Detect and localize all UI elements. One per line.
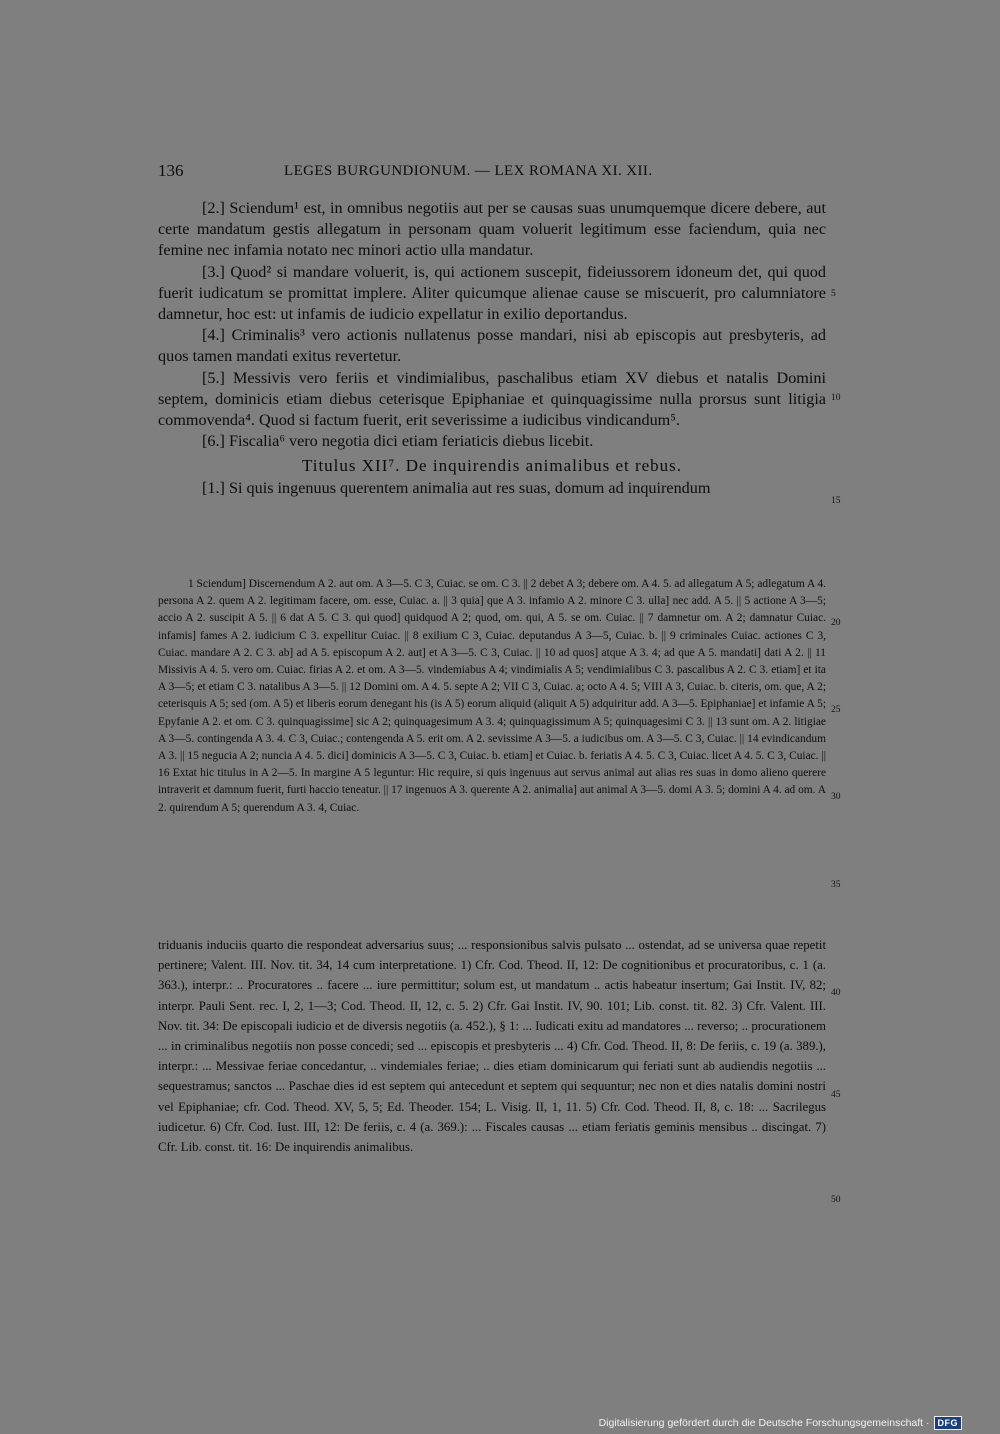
dfg-logo: DFG (934, 1416, 963, 1430)
paragraph-5: [5.] Messivis vero feriis et vindimialibus, paschalibus etiam XV diebus et natalis Domini septem, dominicis etiam diebus ceterisque Epiphaniae et quinquagissime nulla prorsus sunt litigia commovenda⁴. Quod si factum fuerit, erit severissime a iudicibus vindicandum⁵. (158, 368, 826, 430)
paragraph-4: [4.] Criminalis³ vero actionis nullatenus posse mandari, nisi ab episcopis aut presbyteris, ad quos tamen mandati exitus revertetur. (158, 326, 826, 366)
paragraph-2: [2.] Sciendum¹ est, in omnibus negotiis aut per se causas suas unumquemque dicere debere, aut certe mandatum gestis allegatum in personam quam voluerit legitimum esse faciendum, quia nec femine nec infamia notato nec minori actio ulla mandatur. (158, 199, 826, 260)
main-text (158, 198, 826, 499)
line-number: 40 (831, 988, 841, 998)
line-number: 30 (831, 792, 841, 802)
running-title: LEGES BURGUNDIONUM. — LEX ROMANA XI. XII. (284, 163, 653, 179)
funding-text: Digitalisierung gefördert durch die Deutsche Forschungsgemeinschaft · (598, 1417, 930, 1429)
line-number: 10 (831, 393, 841, 403)
line-number: 50 (831, 1195, 841, 1205)
line-number: 35 (831, 880, 841, 890)
line-number: 15 (831, 496, 841, 506)
paragraph-3: [3.] Quod² si mandare voluerit, is, qui actionem suscepit, fideiussorem idoneum det, qui quod fuerit iudicatum se promittat implere. Aliter quicumque alienae cause se miscuerit, pro calumniatore damnetur, hoc est: ut infamis de iudicio expellatur in exilio deportandus. (158, 262, 826, 324)
funding-footer (599, 1416, 962, 1430)
critical-apparatus (158, 576, 826, 817)
page-header (158, 161, 826, 185)
source-references (158, 935, 826, 1157)
page-number: 136 (158, 161, 184, 180)
apparatus-text: 1 Sciendum] Discernendum A 2. aut om. A 3—5. C 3, Cuiac. se om. C 3. || 2 debet A 3; debere om. A 4. 5. ad allegatum A 5; adlegatum A 4. persona A 2. quem A 2. legitimam facere, om. esse, Cuiac. a. || 3 quia] que A 3. infamio A 2. minore C 3. ulla] nec add. A 5. || 5 actione A 3—5; accio A 2. suscipit A 5. || 6 dat A 5. C 3. qui quod] quidquod A 2; quod, om. qui, A 5. se om. Cuiac. || 7 damnetur om. A 2; damnatur Cuiac. infamis] fames A 2. iudicium C 3. expellitur Cuiac. || 8 exilium C 3, Cuiac. deputandus A 3—5, Cuiac. b. || 9 criminales Cuiac. actiones C 3, Cuiac. mandare A 2. C 3. ab] ad A 5. episcopum A 2. aut] et A 3—5. C 3, Cuiac. || 10 ad quos] atque A 3. 4; ad que A 5. mandati] dati A 2. || 11 Missivis A 4. 5. vero om. Cuiac. firias A 2. et om. A 3—5. vindemiabus A 4; vindimialis A 5; vendimialibus C 3. pascalibus A 2. C 3. etiam] et ita A 3—5; et etiam C 3. natalibus A 3—5. || 12 Domini om. A 4. 5. septe A 2; VII C 3, Cuiac. a; octo A 4. 5; VIII A 3, Cuiac. b. citeris, om. que, A 2; ceterisquis A 5; sed (om. A 5) et liberis eorum denegant his (is A 5) eorum aliquid (aliquit A 5) adquiritur add. A 3—5. Epiphaniae] et infamie A 5; Epyfanie A 2. et om. C 3. quinquagissime] sic A 2; quinquagesimum A 3. 4; quinquagissimum A 5; quinquagesimi C 3. || 13 sunt om. A 2. litigiae A 3—5. contingenda A 3. 4. C 3, Cuiac.; contengenda A 5. erit om. A 2. sevissime A 3—5. a iudicibus om. A 3—5. C 3, Cuiac. || 14 evindicandum A 3. || 15 negucia A 2; nuncia A 4. 5. dici] dominicis A 3—5. C 3, Cuiac. b. etiam] et Cuiac. b. feriatis A 4. 5. C 3, Cuiac. licet A 4. 5. C 3, Cuiac. || 16 Extat hic titulus in A 2—5. In margine A 5 leguntur: Hic require, si quis ingenuus aut servus animal aut alias res suas in domo alieno querere intraverit et damnum fuerit, furti haccio teneatur. || 17 ingenuos A 3. querente A 2. animalia] aut animal A 3—5. domi A 3. 5; domini A 4. ad om. A 2. quirendum A 5; querendum A 3. 4, Cuiac. (158, 578, 826, 814)
line-number: 25 (831, 705, 841, 715)
paragraph-6: [6.] Fiscalia⁶ vero negotia dici etiam feriaticis diebus licebit. (202, 432, 594, 451)
paragraph-title12-1: [1.] Si quis ingenuus querentem animalia aut res suas, domum ad inquirendum (202, 478, 711, 497)
line-number: 5 (831, 289, 836, 299)
references-text: triduanis induciis quarto die respondeat adversarius suus; ... responsionibus salvis pulsato ... ostendat, ad se universa quae repetit pertinere; Valent. III. Nov. tit. 34, 14 cum interpretatione. 1) Cfr. Cod. Theod. II, 12: De cognitionibus et procuratoribus, c. 1 (a. 363.), interpr.: .. Procuratores .. facere ... iure permittitur; solum est, ut mandatum .. actis habeatur insertum; Gai Instit. IV, 82; interpr. Pauli Sent. rec. I, 2, 1—3; Cod. Theod. II, 12, c. 5. 2) Cfr. Gai Instit. IV, 90. 101; Lib. const. tit. 82. 3) Cfr. Valent. III. Nov. tit. 34: De episcopali iudicio et de diversis negotiis (a. 452.), § 1: ... Iudicati exitu ad mandatores ... reverso; .. procurationem ... in criminalibus negotiis non posse concedi; sed ... episcopis et presbyteris ... 4) Cfr. Cod. Theod. II, 8: De feriis, c. 19 (a. 389.), interpr.: ... Messivae feriae concedantur, .. vindemiales feriae; .. dies etiam dominicarum qui feriati sunt ab audiendis negotiis ... sequestramus; sanctos ... Paschae dies id est septem qui antecedunt et septem qui sequuntur; nec non et dies natalis domini nostri vel Epiphaniae; cfr. Cod. Theod. XV, 5, 5; Ed. Theoder. 154; L. Visig. II, 1, 11. 5) Cfr. Cod. Theod. II, 8, c. 18: ... Sacrilegus iudicetur. 6) Cfr. Cod. Iust. III, 12: De feriis, c. 4 (a. 369.): ... Fiscales causas ... etiam feriatis geminis mensibus .. discingat. 7) Cfr. Lib. const. tit. 16: De inquirendis animalibus. (158, 938, 826, 1155)
line-number: 20 (831, 618, 841, 628)
section-title: Titulus XII⁷. De inquirendis animalibus et rebus. (301, 456, 683, 476)
line-number: 45 (831, 1090, 841, 1100)
